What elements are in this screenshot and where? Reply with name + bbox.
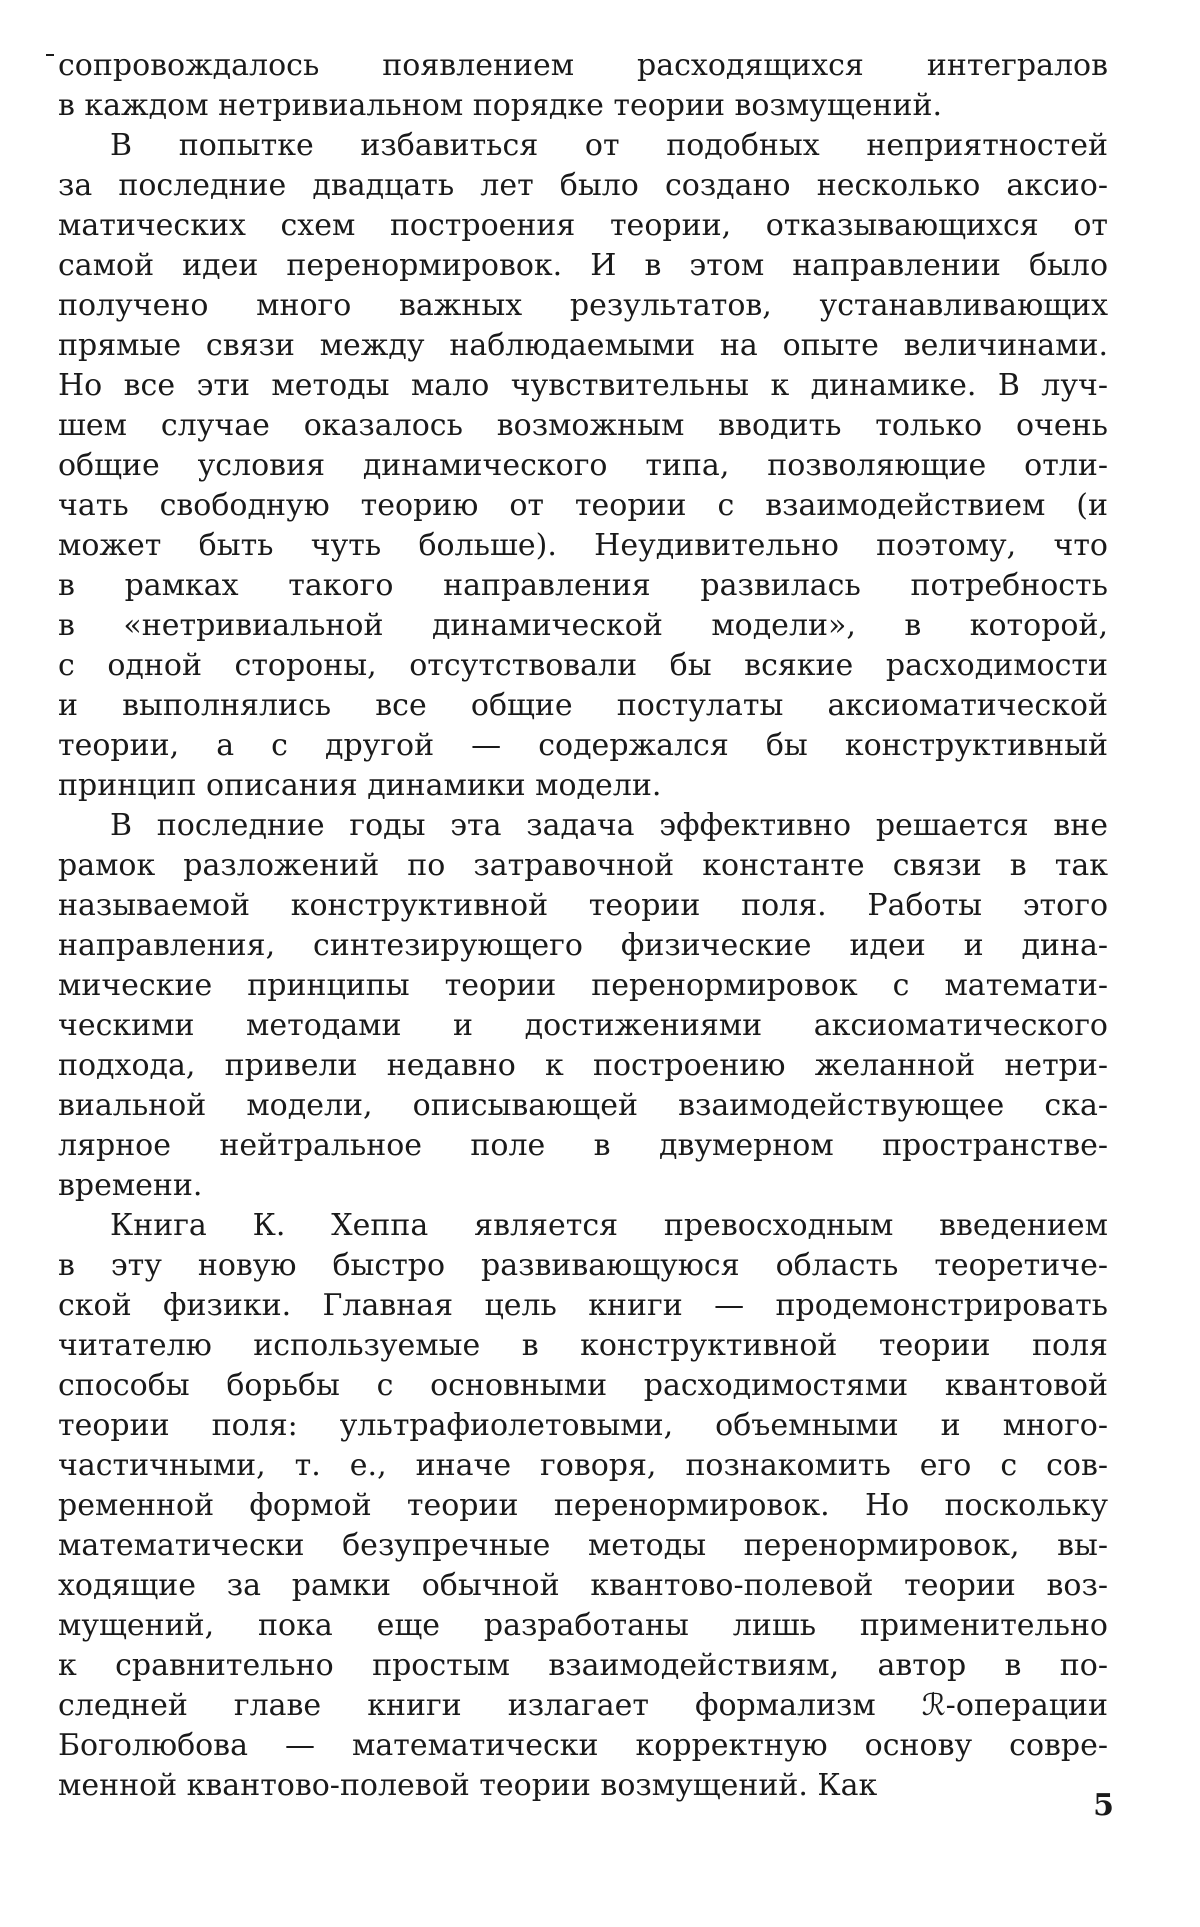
text-line: следней главе книги излагает формализм ℛ-операции	[58, 1688, 1108, 1723]
text-line: читателю используемые в конструктивной теории поля	[58, 1328, 1108, 1363]
text-line: самой идеи перенормировок. И в этом направлении было	[58, 248, 1108, 283]
text-line: ходящие за рамки обычной квантово-полевой теории воз-	[58, 1568, 1108, 1603]
paragraph	[58, 1206, 1108, 1806]
paragraph	[58, 46, 1108, 126]
page-number: 5	[1093, 1788, 1114, 1823]
text-line: направления, синтезирующего физические идеи и дина-	[58, 928, 1108, 963]
text-line: теории, а с другой — содержался бы конструктивный	[58, 728, 1108, 763]
text-line: принцип описания динамики модели.	[58, 768, 662, 803]
text-line: лярное нейтральное поле в двумерном пространстве-	[58, 1128, 1108, 1163]
text-line: ской физики. Главная цель книги — продемонстрировать	[58, 1288, 1108, 1323]
text-line: ременной формой теории перенормировок. Но поскольку	[58, 1488, 1108, 1523]
text-line: рамок разложений по затравочной константе связи в так	[58, 848, 1108, 883]
text-line: Книга К. Хеппа является превосходным введением	[110, 1208, 1108, 1243]
text-line: может быть чуть больше). Неудивительно поэтому, что	[58, 528, 1108, 563]
text-line: получено много важных результатов, устанавливающих	[58, 288, 1108, 323]
text-line: за последние двадцать лет было создано несколько аксио-	[58, 168, 1108, 203]
text-line: матических схем построения теории, отказывающихся от	[58, 208, 1108, 243]
text-line: к сравнительно простым взаимодействиям, автор в по-	[58, 1648, 1108, 1683]
text-line: в эту новую быстро развивающуюся область теоретиче-	[58, 1248, 1108, 1283]
margin-mark	[46, 54, 54, 56]
text-line: подхода, привели недавно к построению желанной нетри-	[58, 1048, 1108, 1083]
text-line: в рамках такого направления развилась потребность	[58, 568, 1108, 603]
text-line: мические принципы теории перенормировок с математи-	[58, 968, 1108, 1003]
text-line: Но все эти методы мало чувствительны к динамике. В луч-	[58, 368, 1108, 403]
text-line: называемой конструктивной теории поля. Работы этого	[58, 888, 1108, 923]
paragraph	[58, 126, 1108, 806]
text-line: в каждом нетривиальном порядке теории возмущений.	[58, 88, 943, 123]
text-line: с одной стороны, отсутствовали бы всякие расходимости	[58, 648, 1108, 683]
text-line: менной квантово-полевой теории возмущений. Как	[58, 1768, 878, 1803]
text-line: сопровождалось появлением расходящихся интегралов	[58, 48, 1108, 83]
text-line: чать свободную теорию от теории с взаимодействием (и	[58, 488, 1108, 523]
text-line: в «нетривиальной динамической модели», в которой,	[58, 608, 1108, 643]
paragraph	[58, 806, 1108, 1206]
text-line: математически безупречные методы перенормировок, вы-	[58, 1528, 1108, 1563]
text-line: времени.	[58, 1168, 203, 1203]
text-line: шем случае оказалось возможным вводить только очень	[58, 408, 1108, 443]
text-line: и выполнялись все общие постулаты аксиоматической	[58, 688, 1108, 723]
text-line: виальной модели, описывающей взаимодействующее ска-	[58, 1088, 1108, 1123]
text-line: мущений, пока еще разработаны лишь применительно	[58, 1608, 1108, 1643]
text-line: способы борьбы с основными расходимостями квантовой	[58, 1368, 1108, 1403]
text-line: ческими методами и достижениями аксиоматического	[58, 1008, 1108, 1043]
text-line: частичными, т. е., иначе говоря, познакомить его с сов-	[58, 1448, 1108, 1483]
text-line: В попытке избавиться от подобных неприятностей	[110, 128, 1108, 163]
text-line: Боголюбова — математически корректную основу совре-	[58, 1728, 1108, 1763]
text-line: В последние годы эта задача эффективно решается вне	[110, 808, 1108, 843]
text-body	[58, 46, 1108, 1806]
text-line: теории поля: ультрафиолетовыми, объемными и много-	[58, 1408, 1108, 1443]
text-line: прямые связи между наблюдаемыми на опыте величинами.	[58, 328, 1108, 363]
text-line: общие условия динамического типа, позволяющие отли-	[58, 448, 1108, 483]
